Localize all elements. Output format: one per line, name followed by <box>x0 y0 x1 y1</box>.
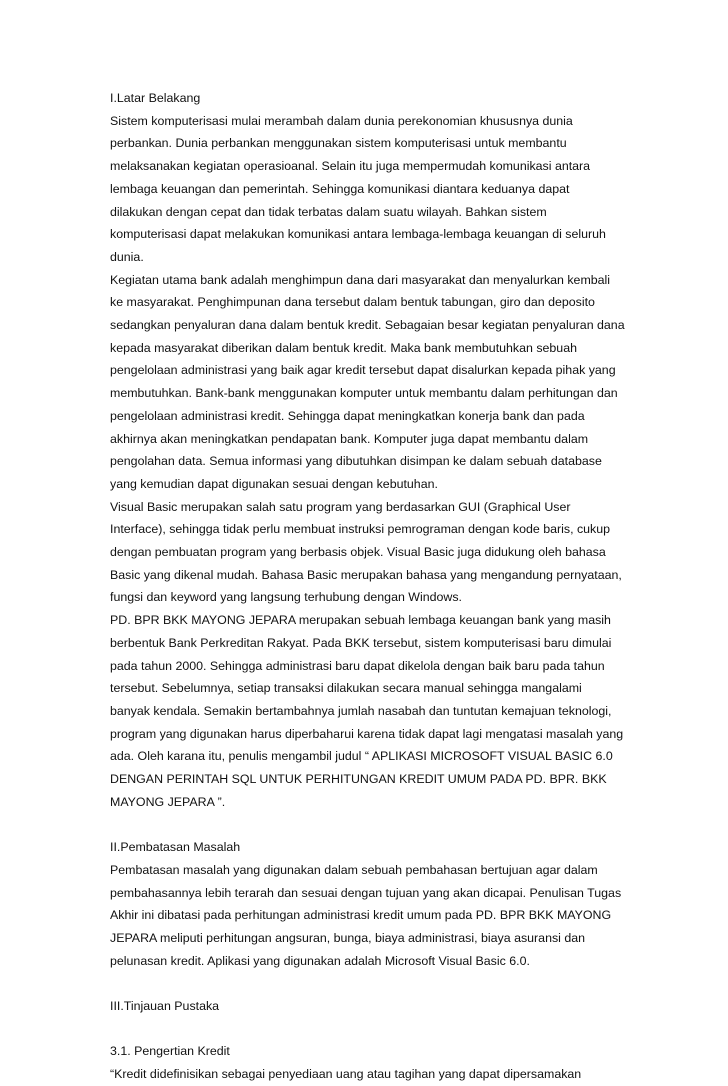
text-line: DENGAN PERINTAH SQL UNTUK PERHITUNGAN KREDIT UMUM PADA PD. BPR. BKK <box>110 772 607 787</box>
text-line: Pembatasan masalah yang digunakan dalam sebuah pembahasan bertujuan agar dalam <box>110 862 598 877</box>
text-line: Akhir ini dibatasi pada perhitungan administrasi kredit umum pada PD. BPR BKK MAYONG <box>110 908 612 923</box>
text-line: banyak kendala. Semakin bertambahnya jumlah nasabah dan tuntutan kemajuan teknologi, <box>110 703 612 718</box>
text-line: “Kredit didefinisikan sebagai penyediaan uang atau tagihan yang dapat dipersamakan <box>110 1067 582 1082</box>
text-line: komputerisasi dapat melakukan komunikasi antara lembaga-lembaga keuangan di seluruh <box>110 227 606 242</box>
section-heading-tinjauan-pustaka: III.Tinjauan Pustaka <box>110 999 220 1014</box>
text-line: pada tahun 2000. Sehingga administrasi baru dapat dikelola dengan baik baru pada tahun <box>110 658 605 673</box>
text-line: dilakukan dengan cepat dan tidak terbatas dalam suatu wilayah. Bahkan sistem <box>110 204 547 219</box>
text-line: tersebut. Sebelumnya, setiap transaksi dilakukan secara manual sehingga mangalami <box>110 681 582 696</box>
text-line: JEPARA meliputi perhitungan angsuran, bunga, biaya administrasi, biaya asuransi dan <box>110 931 586 945</box>
text-line: pengolahan data. Semua informasi yang dibutuhkan disimpan ke dalam sebuah database <box>110 454 602 469</box>
text-line: program yang digunakan harus diperbaharui karena tidak dapat lagi mengatasi masalah yang <box>110 726 624 741</box>
text-line: pengelolaan administrasi yang baik agar kredit tersebut dapat disalurkan kepada pihak yang <box>110 363 616 378</box>
text-line: Kegiatan utama bank adalah menghimpun dana dari masyarakat dan menyalurkan kembali <box>110 272 611 287</box>
text-line: sedangkan penyaluran dana dalam bentuk kredit. Sebagaian besar kegiatan penyaluran dana <box>110 318 625 333</box>
subsection-body-pengertian-kredit <box>110 1063 625 1086</box>
text-line: Visual Basic merupakan salah satu program yang berdasarkan GUI (Graphical User <box>110 499 571 514</box>
document-page <box>110 87 625 1086</box>
text-line: akhirnya akan meningkatkan pendapatan bank. Komputer juga dapat membantu dalam <box>110 431 589 446</box>
text-line: Basic yang dikenal mudah. Bahasa Basic merupakan bahasa yang mengandung pernyataan, <box>110 567 622 582</box>
paragraph-spacer <box>110 814 625 837</box>
text-line: membutuhkan. Bank-bank menggunakan komputer untuk membantu dalam perhitungan dan <box>110 386 618 401</box>
text-line: MAYONG JEPARA ”. <box>110 794 226 809</box>
text-line: dunia. <box>110 249 144 264</box>
text-line: pelunasan kredit. Aplikasi yang digunakan adalah Microsoft Visual Basic 6.0. <box>110 953 530 968</box>
section-body-latar-belakang <box>110 110 625 814</box>
text-line: yang kemudian dapat digunakan sesuai dengan kebutuhan. <box>110 476 438 491</box>
text-line: Sistem komputerisasi mulai merambah dalam dunia perekonomian khususnya dunia <box>110 113 573 128</box>
text-line: pembahasannya lebih terarah dan sesuai dengan tujuan yang akan dicapai. Penulisan Tugas <box>110 885 622 900</box>
text-line: ke masyarakat. Penghimpunan dana tersebut dalam bentuk tabungan, giro dan deposito <box>110 295 595 310</box>
text-line: kepada masyarakat diberikan dalam bentuk kredit. Maka bank membutuhkan sebuah <box>110 340 577 355</box>
text-line: pengelolaan administrasi kredit. Sehingga dapat meningkatkan konerja bank dan pada <box>110 408 585 423</box>
text-line: fungsi dan keyword yang langsung terhubung dengan Windows. <box>110 590 462 605</box>
text-line: Interface), sehingga tidak perlu membuat instruksi pemrograman dengan kode baris, cukup <box>110 522 611 537</box>
text-line: berbentuk Bank Perkreditan Rakyat. Pada BKK tersebut, sistem komputerisasi baru dimulai <box>110 635 612 650</box>
text-line: dengan pembuatan program yang berbasis objek. Visual Basic juga didukung oleh bahasa <box>110 545 606 560</box>
paragraph-spacer <box>110 1018 625 1041</box>
paragraph-spacer <box>110 972 625 995</box>
section-body-pembatasan-masalah <box>110 859 625 973</box>
text-line: ada. Oleh karana itu, penulis mengambil judul “ APLIKASI MICROSOFT VISUAL BASIC 6.0 <box>110 749 613 764</box>
text-line: lembaga keuangan dan pemerintah. Sehingga komunikasi diantara keduanya dapat <box>110 181 570 196</box>
text-line: perbankan. Dunia perbankan menggunakan sistem komputerisasi untuk membantu <box>110 136 567 151</box>
subsection-heading-pengertian-kredit: 3.1. Pengertian Kredit <box>110 1044 230 1059</box>
section-heading-pembatasan-masalah: II.Pembatasan Masalah <box>110 840 241 855</box>
section-heading-latar-belakang: I.Latar Belakang <box>110 91 201 105</box>
text-line: melaksanakan kegiatan operasioanal. Selain itu juga mempermudah komunikasi antara <box>110 159 591 174</box>
text-line: PD. BPR BKK MAYONG JEPARA merupakan sebuah lembaga keuangan bank yang masih <box>110 613 611 628</box>
